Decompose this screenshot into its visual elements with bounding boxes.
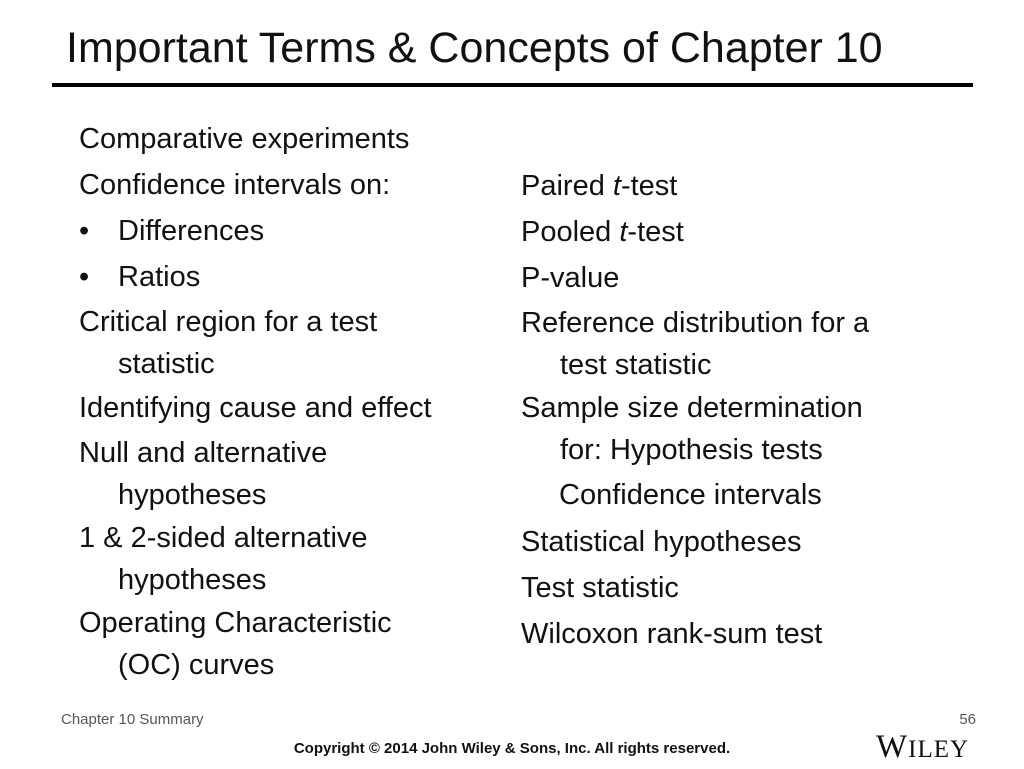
term-operating-characteristic: Operating Characteristic [79, 607, 392, 639]
term-text: Pooled [521, 216, 620, 248]
term-sample-size-confidence: Confidence intervals [559, 479, 822, 511]
term-paired-t-test [521, 163, 991, 209]
bullet-text-differences: Differences [118, 215, 265, 247]
term-reference-distribution-cont: test statistic [560, 349, 712, 381]
term-sided-alternative: 1 & 2-sided alternative [79, 522, 368, 554]
term-comparative-experiments: Comparative experiments [79, 123, 410, 155]
bullet-text-ratios: Ratios [118, 261, 201, 293]
term-p-value: P-value [521, 262, 620, 294]
wiley-logo [876, 728, 969, 769]
term-critical-region-cont: statistic [118, 348, 215, 380]
logo-first-letter: W [876, 729, 909, 765]
term-null-alternative: Null and alternative [79, 437, 328, 469]
term-null-alternative-cont: hypotheses [118, 479, 267, 511]
left-column [79, 116, 519, 686]
term-wilcoxon: Wilcoxon rank-sum test [521, 618, 823, 650]
term-operating-characteristic-cont: (OC) curves [118, 649, 275, 681]
term-statistical-hypotheses: Statistical hypotheses [521, 526, 802, 558]
right-column [521, 163, 991, 657]
term-sample-size-cont: for: Hypothesis tests [560, 434, 823, 466]
term-reference-distribution: Reference distribution for a [521, 307, 870, 339]
page-number: 56 [959, 711, 976, 728]
copyright-notice: Copyright © 2014 John Wiley & Sons, Inc. All rights reserved. [293, 740, 731, 757]
term-text: -test [627, 216, 684, 248]
term-sided-alternative-cont: hypotheses [118, 564, 267, 596]
term-critical-region: Critical region for a test [79, 306, 378, 338]
term-sample-size: Sample size determination [521, 392, 863, 424]
term-text: Paired [521, 170, 613, 202]
term-text: -test [620, 170, 678, 202]
term-pooled-t-test [521, 209, 991, 255]
term-identifying-cause-effect: Identifying cause and effect [79, 392, 432, 424]
title-divider [52, 83, 973, 87]
logo-rest-letters: ILEY [908, 736, 970, 763]
term-test-statistic: Test statistic [521, 572, 679, 604]
term-italic-t: t [612, 170, 621, 202]
bullet-icon: • [79, 215, 90, 247]
slide-title: Important Terms & Concepts of Chapter 10 [66, 24, 883, 72]
bullet-item-ratios [79, 254, 519, 300]
term-confidence-intervals-on: Confidence intervals on: [79, 169, 391, 201]
term-italic-t: t [619, 216, 628, 248]
footer-chapter-summary: Chapter 10 Summary [61, 711, 204, 728]
bullet-item-differences [79, 208, 519, 254]
bullet-icon: • [79, 261, 90, 293]
